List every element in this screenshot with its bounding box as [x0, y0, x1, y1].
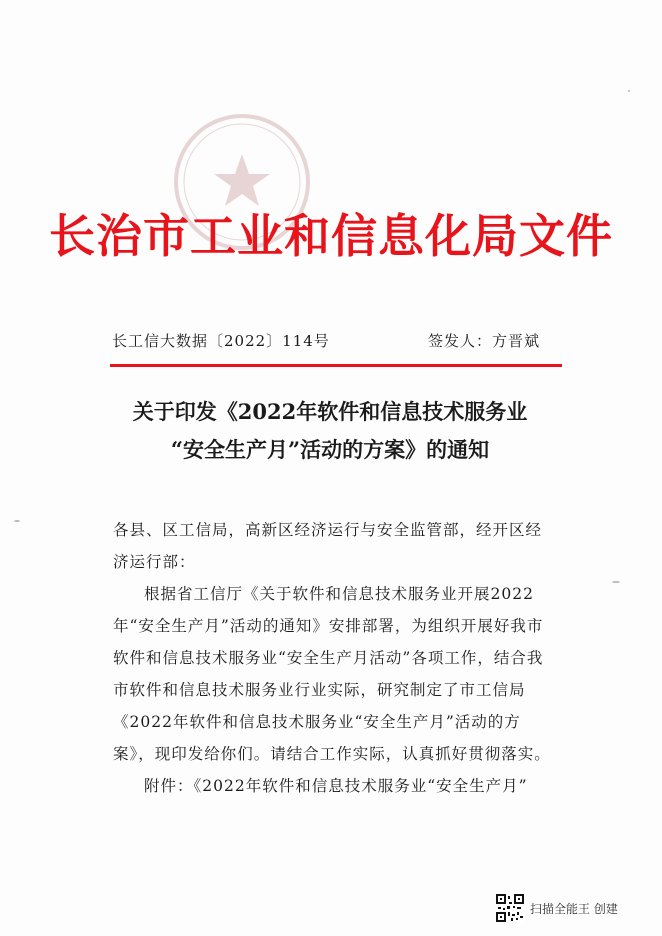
body-paragraph: 根据省工信厅《关于软件和信息技术服务业开展2022年“安全生产月”活动的通知》安排部署，为组织开展好我市软件和信息技术服务业“安全生产月活动”各项工作，结合我市软件和信息技术服务业行业实际，研究制定了市工信局《2022年软件和信息技术服务业“安全生产月”活动的方案》，现印发给你们。请结合工作实际，认真抓好贯彻落实。: [113, 585, 551, 763]
scan-speck: [612, 581, 620, 583]
notice-title-line-1: 关于印发《2022年软件和信息技术服务业: [132, 399, 528, 424]
signer: 签发人：方晋斌: [428, 332, 541, 350]
issuer-header-title: 长治市工业和信息化局文件: [49, 209, 613, 263]
scan-speck: [14, 520, 20, 522]
attachment-line: 附件：《2022年软件和信息技术服务业“安全生产月”: [144, 777, 528, 795]
notice-title: [110, 393, 550, 469]
scanner-watermark: [496, 893, 618, 923]
document-number: 长工信大数据〔2022〕114号: [112, 332, 330, 350]
recipients: 各县、区工信局，高新区经济运行与安全监管部，经开区经济运行部：: [113, 521, 543, 571]
notice-body: [113, 514, 553, 802]
qr-code-icon: [496, 894, 524, 922]
red-divider: [110, 364, 562, 367]
scanner-credit: 扫描全能王 创建: [530, 901, 618, 916]
scan-speck: [628, 90, 630, 92]
notice-title-line-2: “安全生产月”活动的方案》的通知: [170, 437, 490, 462]
